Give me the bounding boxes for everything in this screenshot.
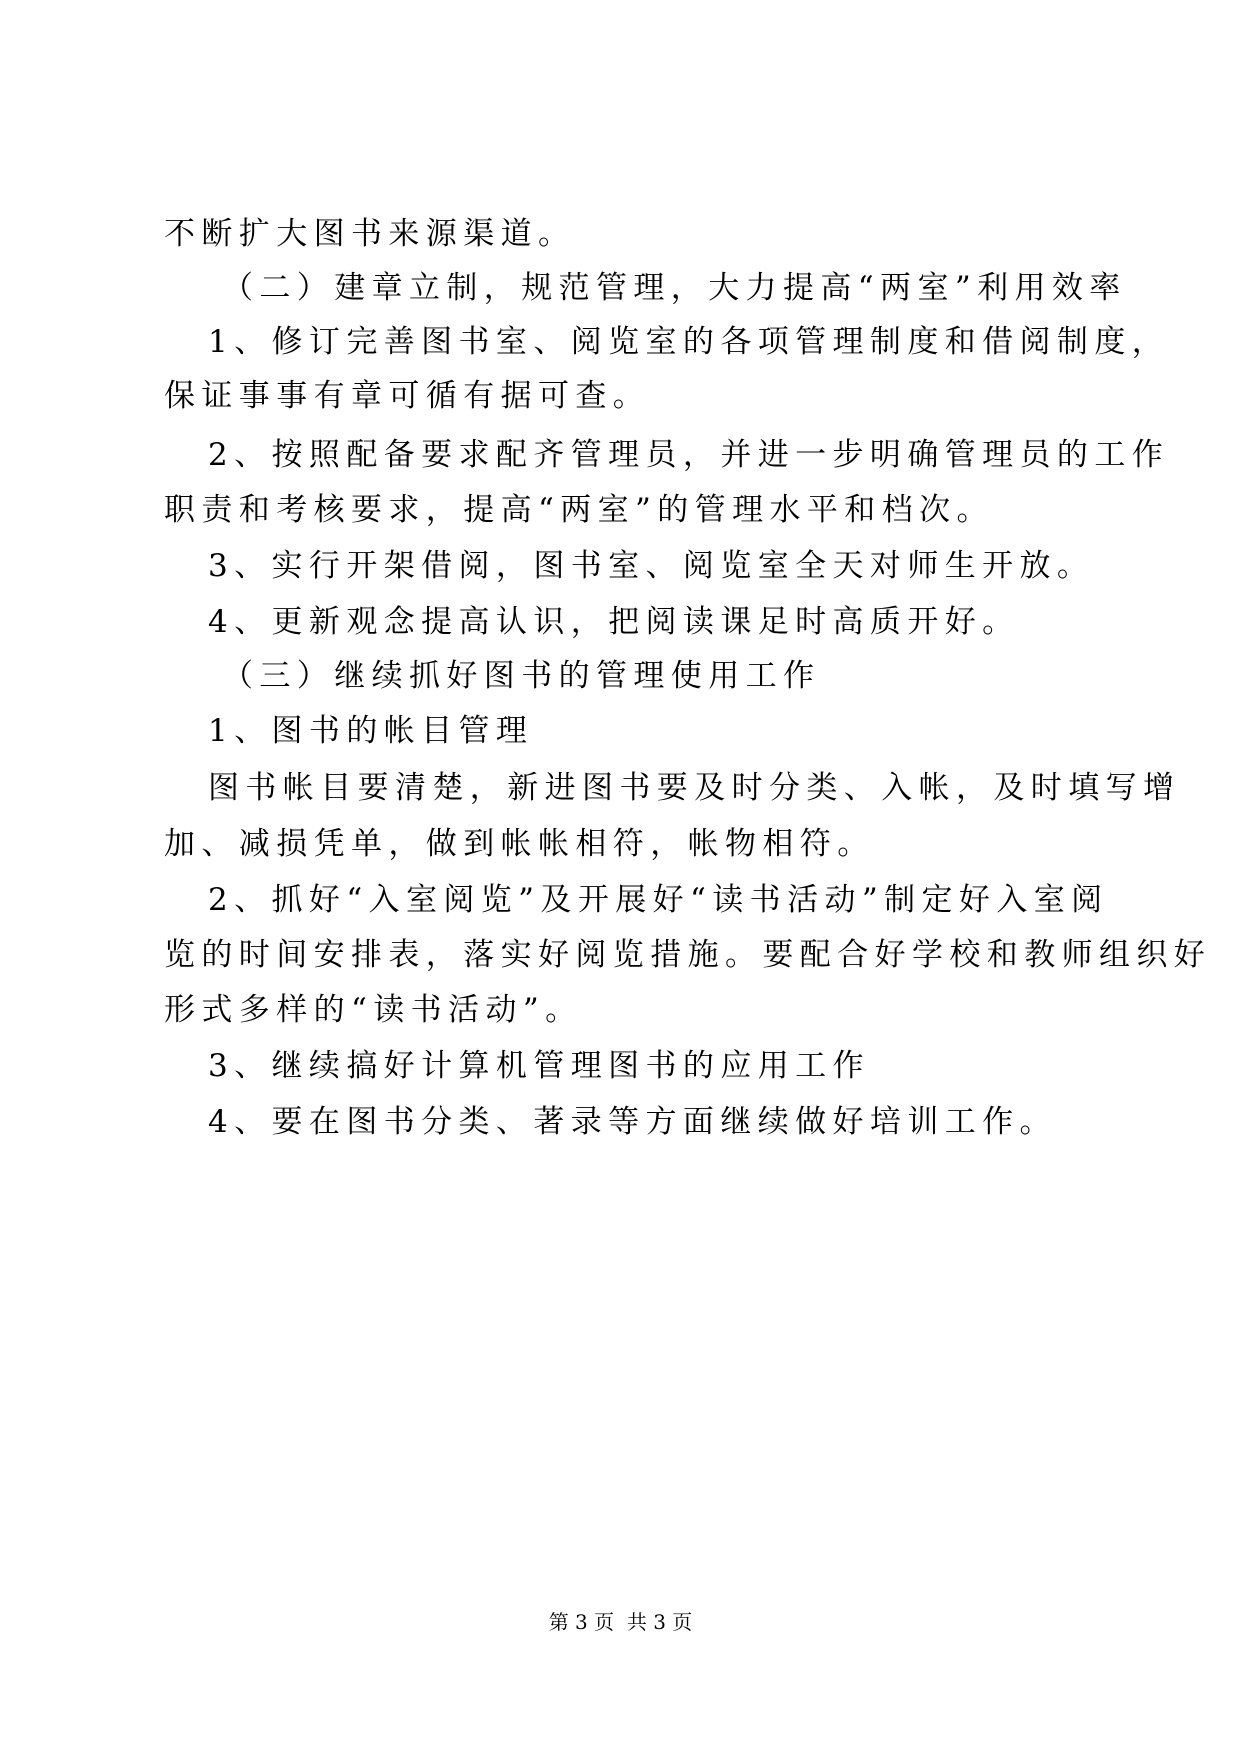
item-2-2: 2、按照配备要求配齐管理员，并进一步明确管理员的工作	[208, 437, 1170, 473]
page-footer	[0, 1609, 1241, 1635]
text-line-continuation: 不断扩大图书来源渠道。	[164, 216, 576, 252]
item-3-1-body: 图书帐目要清楚，新进图书要及时分类、入帐，及时填写增	[208, 770, 1181, 806]
item-3-1: 1、图书的帐目管理	[208, 713, 534, 749]
item-2-1-continuation: 保证事事有章可循有据可查。	[164, 378, 651, 414]
item-2-3: 3、实行开架借阅，图书室、阅览室全天对师生开放。	[208, 548, 1095, 584]
page-number: 第 3 页 共 3 页	[548, 1610, 693, 1634]
item-3-2: 2、抓好“入室阅览”及开展好“读书活动”制定好入室阅	[208, 882, 1109, 918]
item-2-2-continuation: 职责和考核要求，提高“两室”的管理水平和档次。	[164, 492, 994, 528]
item-2-4: 4、更新观念提高认识，把阅读课足时高质开好。	[208, 604, 1020, 640]
item-2-1: 1、修订完善图书室、阅览室的各项管理制度和借阅制度，	[208, 324, 1170, 360]
item-3-3: 3、继续搞好计算机管理图书的应用工作	[208, 1048, 870, 1084]
item-3-4: 4、要在图书分类、著录等方面继续做好培训工作。	[208, 1104, 1057, 1140]
section-heading-2: （二）建章立制，规范管理，大力提高“两室”利用效率	[222, 270, 1127, 306]
item-3-1-body-continuation: 加、减损凭单，做到帐帐相符，帐物相符。	[164, 826, 875, 862]
section-heading-3: （三）继续抓好图书的管理使用工作	[222, 658, 821, 694]
item-3-2-continuation-2: 形式多样的“读书活动”。	[164, 992, 583, 1028]
item-3-2-continuation-1: 览的时间安排表，落实好阅览措施。要配合好学校和教师组织好	[164, 937, 1212, 973]
